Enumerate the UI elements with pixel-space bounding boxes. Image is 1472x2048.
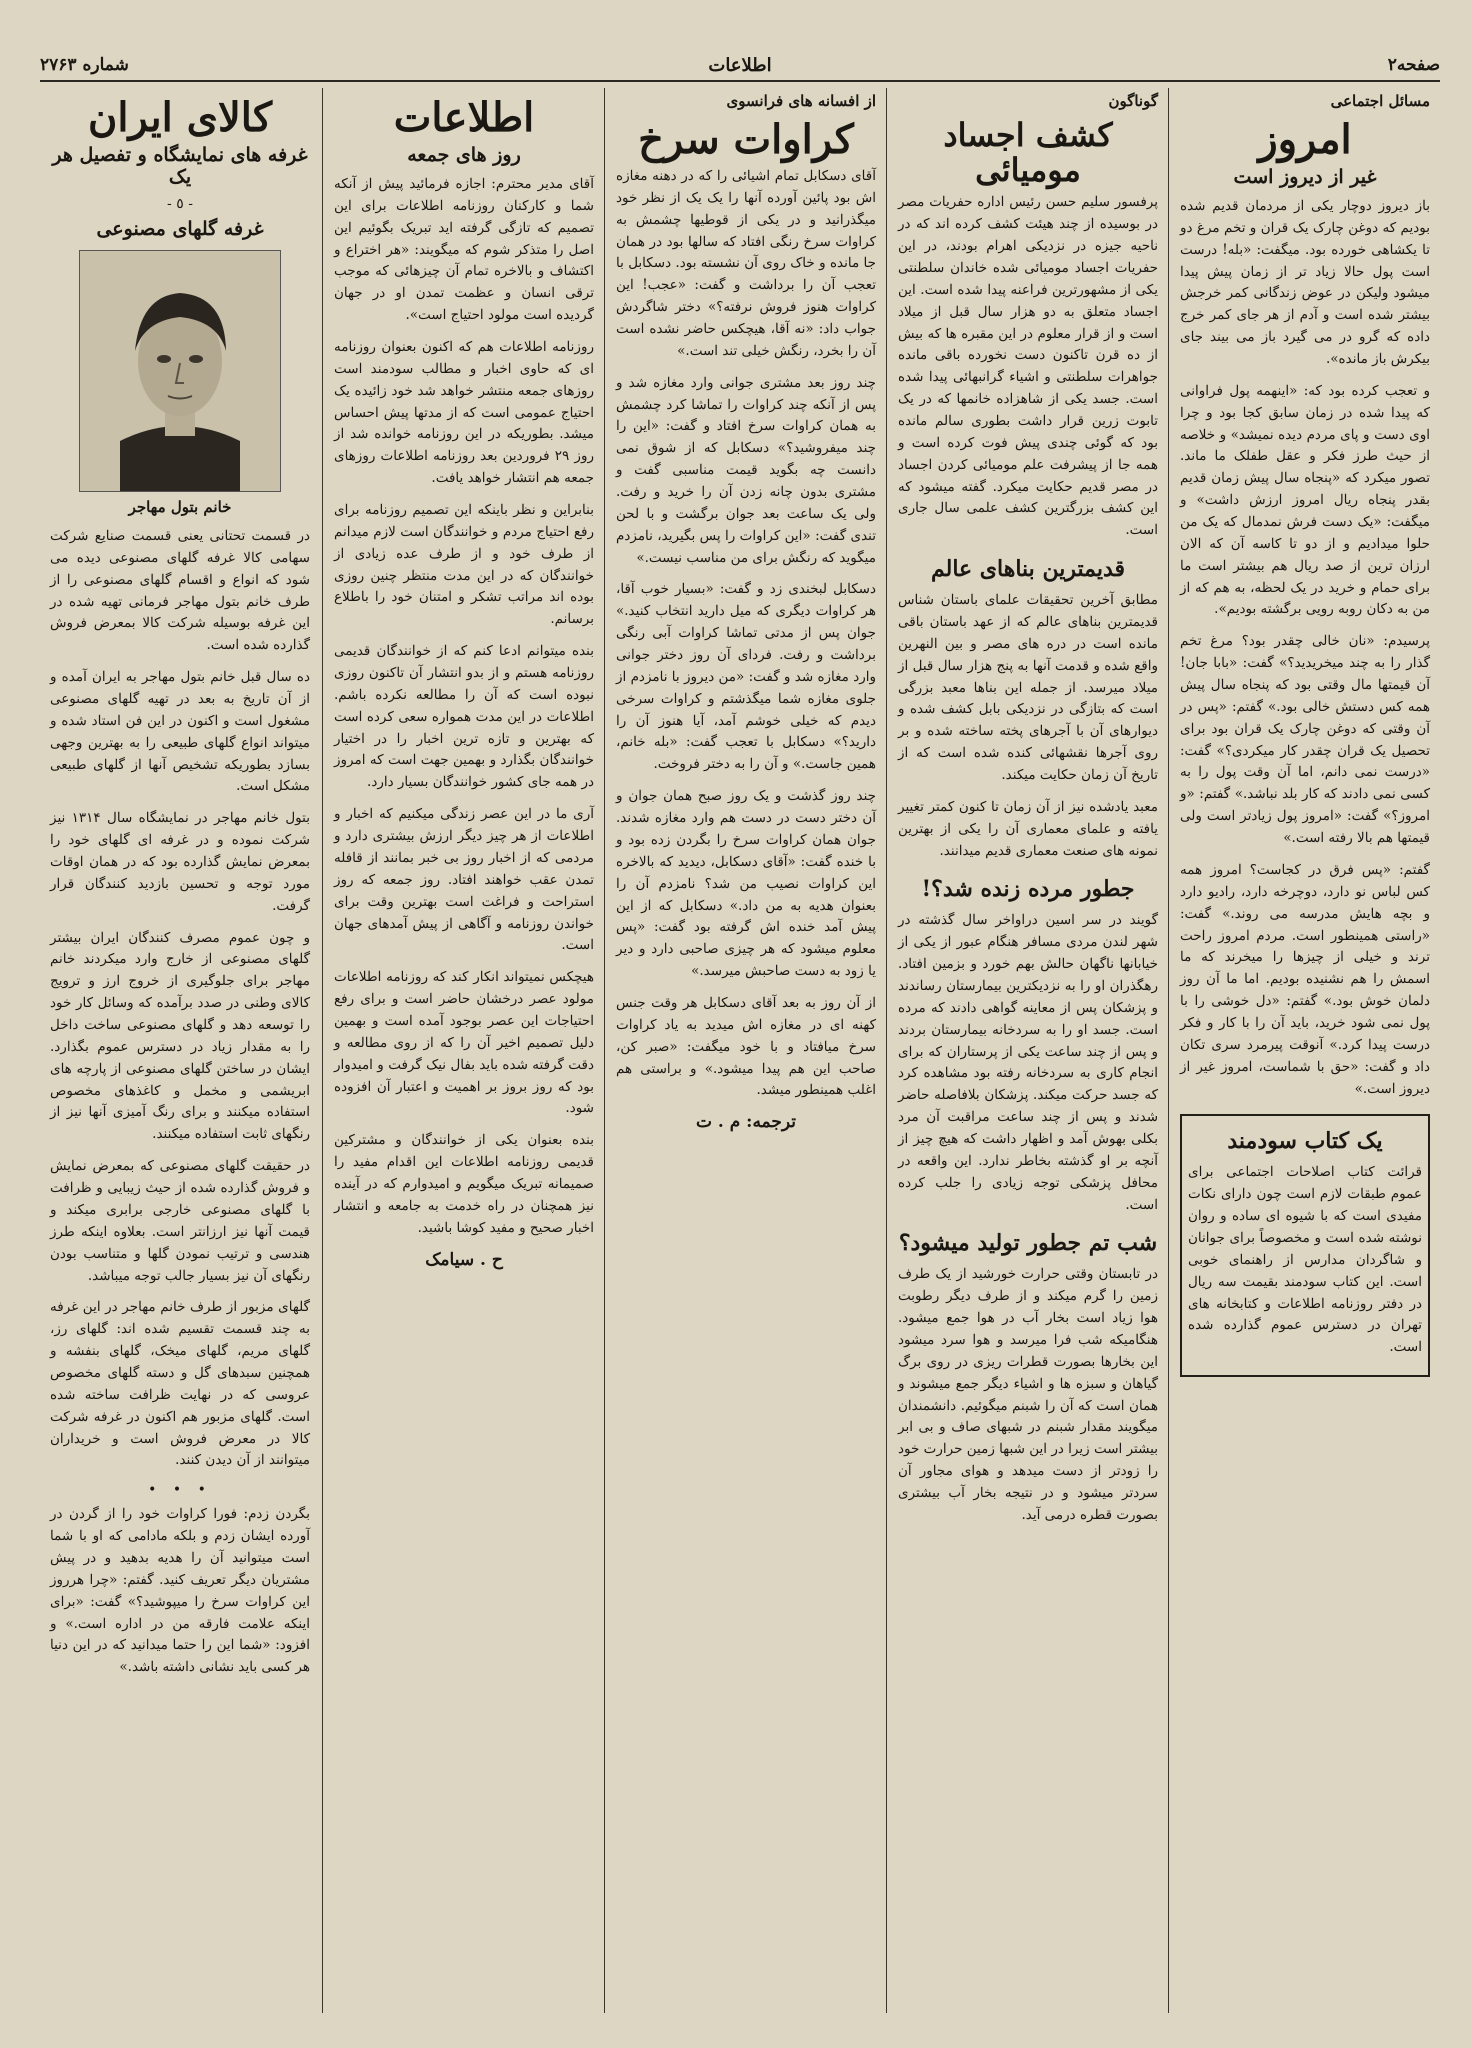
article-paragraph: گویند در سر اسین دراواخر سال گذشته در شهر لندن مردی مسافر هنگام عبور از یکی از خیابانها ناگهان حالش بهم خورد و بزمین افتاد. رهگذران او را به نزدیکترین بیمارستان رساندند و پزشکان پس از معاینه گواهی دادند که مرده است. جسد او را به سردخانه بیمارستان بردند و پس از چند ساعت یکی از پرستاران که برای انجام کاری به سردخانه رفته بود مشاهده کرد که جسد حرکت میکند. پزشکان بلافاصله حاضر شدند و پس از چند ساعت مراقبت آن مرد بکلی بهوش آمد و اظهار داشت که هیچ چیز از آنچه بر او گذشته بخاطر ندارد. این واقعه در محافل پزشکی توجه زیادی را جلب کرده است. bbox=[898, 912, 1158, 1213]
column-miscellany bbox=[888, 88, 1168, 2013]
column-short-story bbox=[606, 88, 886, 2013]
column-iranian-goods bbox=[40, 88, 320, 2013]
section-kicker: از افسانه های فرانسوی bbox=[726, 92, 876, 110]
article-paragraph: معبد یادشده نیز از آن زمان تا کنون کمتر تغییر یافته و علمای معماری آن را یکی از بهترین نمونه های صنعت معماری قدیم میدانند. bbox=[898, 798, 1158, 859]
paper-name: اطلاعات bbox=[708, 54, 772, 76]
article-title: اطلاعات bbox=[393, 94, 535, 141]
story-paragraph: چند روز گذشت و یک روز صبح همان جوان و آن دختر دست در دست هم وارد مغازه شدند. جوان همان کراوات سرخ را بگردن زده بود و با خنده گفت: «آقای دسکابل، دیدید که بالاخره این کراوات نصیب من شد؟ نامزدم آن را بعنوان هدیه به من داد.» دسکابل که از این پیش آمد خنده اش گرفته بود گفت: «پس معلوم میشود که هر چیزی صاحبی دارد و دیر یا زود به دست صاحبش میرسد.» bbox=[616, 788, 876, 980]
column-social-issues bbox=[1170, 88, 1440, 2013]
column-divider bbox=[886, 88, 887, 2013]
story-continuation: بگردن زدم: فورا کراوات خود را از گردن در آورده ایشان زدم و بلکه مادامی که او با شما است میتوانید آن را هدیه بدهید و در پیش مشتریان دیگر تعریف کنید. گفتم: «چرا هرروز این کراوات سرخ را میپوشید؟» گفت: «برای اینکه علامت فارقه من در اداره است.» و افزود: «شما این را حتما میدانید که در این دنیا هر کسی باید نشانی داشته باشد.» bbox=[50, 1506, 310, 1676]
article-paragraph: بنابراین و نظر باینکه این تصمیم روزنامه برای رفع احتیاج مردم و خوانندگان است لازم میدانم از طرف خود و از طرف عده زیادی از خوانندگان که در این مدت منتظر چنین روزی بوده اند مراتب تشکر و امتنان خود را باطلاع برسانم. bbox=[334, 502, 594, 628]
article-paragraph: ده سال قبل خانم بتول مهاجر به ایران آمده و از آن تاریخ به بعد در تهیه گلهای مصنوعی مشغول است و اکنون در این فن استاد شده و میتواند انواع گلهای طبیعی را به بهترین وجهی بسازد بطوریکه تشخیص آنها از گلهای طبیعی مشکل است. bbox=[50, 669, 310, 795]
article-paragraph: بتول خانم مهاجر در نمایشگاه سال ۱۳۱۴ نیز شرکت نموده و در غرفه ای گلهای خود را بمعرض نمایش گذارده بود که در همان اوقات مورد توجه و تحسین بازدید کنندگان قرار گرفت. bbox=[50, 810, 310, 914]
newspaper-page bbox=[40, 50, 1440, 2030]
article-paragraph: و چون عموم مصرف کنندگان ایران بیشتر گلهای مصنوعی از خارج وارد میکردند خانم مهاجر برای جلوگیری از خروج ارز و ترویج کالای وطنی در صدد برآمده که وسائل کار خود را توسعه دهد و گلهای مصنوعی ساخت داخل را به مقدار زیاد در دسترس عموم بگذارد. ایشان در ساختن گلهای مصنوعی از پارچه های ابریشمی و مخمل و کاغذهای مخصوص استفاده میکنند و برای رنگ آمیزی آنها نیز از رنگهای ثابت استفاده میکنند. bbox=[50, 929, 310, 1143]
article-subtitle: غرفه های نمایشگاه و تفصیل هر یک bbox=[52, 144, 308, 188]
book-notice-box bbox=[1180, 1114, 1430, 1377]
section-heading: غرفه گلهای مصنوعی bbox=[96, 218, 264, 240]
book-notice-title: یک کتاب سودمند bbox=[1227, 1128, 1383, 1155]
article-paragraph: روزنامه اطلاعات هم که اکنون بعنوان روزنامه ای که حاوی اخبار و مطالب سودمند است روزهای جمعه منتشر خواهد شد خود زائیده یک احتیاج عمومی است که از مدتها پیش احساس میشد. بطوریکه در این روزنامه خوانده شد از روز ۲۹ فروردین بعد روزنامه اطلاعات روزهای جمعه هم انتشار خواهد یافت. bbox=[334, 339, 594, 487]
masthead bbox=[40, 50, 1440, 82]
section-heading: شب تم جطور تولید میشود؟ bbox=[898, 1230, 1158, 1257]
article-paragraph: در حقیقت گلهای مصنوعی که بمعرض نمایش و فروش گذارده شده از حیث زیبایی و ظرافت با گلهای مصنوعی خارجی برابری میکند و قیمت آنها نیز ارزانتر است. بعلاوه اینکه طرز هندسی و ترتیب نمودن گلها و متناسب بودن رنگهای آن نیز بسیار جالب توجه میباشد. bbox=[50, 1158, 310, 1284]
story-paragraph: آقای دسکابل تمام اشیائی را که در دهنه مغازه اش بود پائین آورده آنها را یک یک از نظر خود میگذرانید و در یکی از قوطیها چشمش به کراوات سرخ رنگی افتاد که سالها بود در همان جا مانده و خاک روی آن نشسته بود. دسکابل با تعجب آن را برداشت و گفت: «عجب! این کراوات هنوز فروش نرفته؟» دختر شاگردش جواب داد: «نه آقا، هیچکس حاضر نشده است آن را بخرد، رنگش خیلی تند است.» bbox=[616, 168, 876, 359]
article-paragraph: باز دیروز دوچار یکی از مردمان قدیم شده بودیم که دوغن چارک یک قران و تخم مرغ دو تا یکشاهی خورده بود. میگفت: «بله! درست است پول حالا زیاد تر از زمان پیش پیدا میشود ولیکن در عوض زندگانی کمر خرجش بیشتر شده است و آدم از هر جای کمر خرج داده که گرو در می گیرد باز می بیند جای بیکرش باز مانده». bbox=[1180, 198, 1430, 368]
story-title: کراوات سرخ bbox=[638, 116, 854, 163]
section-kicker: گوناگون bbox=[1108, 92, 1158, 110]
page-label: صفحه۲ bbox=[1387, 55, 1440, 75]
article-subtitle: روز های جمعه bbox=[407, 144, 521, 166]
portrait-image bbox=[80, 251, 280, 491]
article-paragraph: بنده بعنوان یکی از خوانندگان و مشترکین قدیمی روزنامه اطلاعات این اقدام مفید را صمیمانه تبریک میگویم و امیدوارم که در آینده نیز همچنان در راه خدمت به جامعه و انتشار اخبار صحیح و مفید کوشا باشید. bbox=[334, 1132, 594, 1236]
section-heading: جطور مرده زنده شد؟! bbox=[921, 876, 1135, 903]
column-divider bbox=[604, 88, 605, 2013]
article-paragraph: بنده میتوانم ادعا کنم که از خوانندگان قدیمی روزنامه هستم و از بدو انتشار آن تاکنون روزی نبوده است که آن را مطالعه نکرده باشم. اطلاعات در این مدت همواره سعی کرده است که بهترین و تازه ترین اخبار را در اختیار خوانندگان بگذارد و بهمین جهت است که امروز در همه جای کشور خوانندگان بسیار دارد. bbox=[334, 643, 594, 791]
section-kicker: مسائل اجتماعی bbox=[1330, 92, 1430, 110]
article-paragraph: در قسمت تحتانی یعنی قسمت صنایع شرکت سهامی کالا غرفه گلهای مصنوعی دیده می شود که انواع و اقسام گلهای مصنوعی را از طرف خانم بتول مهاجر فرمانی تهیه شده در این غرفه بوسیله شرکت کالا بمعرض فروش گذارده شده است. bbox=[50, 528, 310, 654]
article-paragraph: گلهای مزبور از طرف خانم مهاجر در این غرفه به چند قسمت تقسیم شده اند: گلهای رز، گلهای مریم، گلهای میخک، گلهای بنفشه و همچنین سبدهای گل و دسته گلهای مخصوص عروسی که در نهایت ظرافت ساخته شده است. گلهای مزبور هم اکنون در غرفه شرکت کالا در معرض فروش است و خریداران میتوانند از آن دیدن کنند. bbox=[50, 1299, 310, 1469]
issue-number: شماره ۲۷۶۳ bbox=[40, 55, 129, 75]
article-title: کشف اجساد مومیائی bbox=[943, 116, 1113, 190]
column-friday-edition bbox=[324, 88, 604, 2013]
story-signature: ترجمه: م . ت bbox=[695, 1112, 797, 1133]
article-paragraph: در تابستان وقتی حرارت خورشید از یک طرف زمین را گرم میکند و از طرف دیگر رطوبت هوا زیاد است بخار آب در هوا جمع میشود. هنگامیکه شب فرا میرسد و هوا سرد میشود این بخارها بصورت قطرات ریزی در روی برگ گیاهان و سبزه ها و اشیاء دیگر جمع میشوند و همان است که آن را شبنم میگوئیم. دانشمندان میگویند مقدار شبنم در شبهای صاف و بی ابر بیشتر است زیرا در این شبها زمین حرارت خود را زودتر از دست میدهد و هوای مجاور آن سردتر میشود و در نتیجه بخار آب بیشتری بصورت قطره درمی آید. bbox=[898, 1266, 1158, 1523]
article-paragraph: پرسیدم: «نان خالی چقدر بود؟ مرغ تخم گذار را به چند میخریدید؟» گفت: «بابا جان! آن قیمتها مال وقتی بود که پنجاه سال پیش همه کس دستش خالی بود.» گفتم: «پس در آن وقتی که دوغن چارک یک قران بود برای تحصیل یک قران چقدر کار میکردی؟» گفت: «درست نمی دانم، اما آن وقت پول را به کسی نمی دادند که کار بلد نباشد.» گفتم: «و امروز؟» گفت: «امروز پول زیادتر است ولی قیمتها هم بالا رفته است.» bbox=[1180, 633, 1430, 847]
article-paragraph: و تعجب کرده بود که: «اینهمه پول فراوانی که پیدا شده در زمان سابق کجا بود و چرا اوی دست و پای مردم دیده نمیشد» و خلاصه از حیث طرز فکر و عقل طفلک ما ماند. تصور میکرد که «پنجاه سال پیش زمان قدیم بقدر پنجاه ریال امروز ارزش داشت» و میگفت: «یک دست فرش نمدمال که یک من حلوا میدادیم و از دو تا کاسه آن که الان ارزان ترین از صد ریال هم بیشتر است ما برای حمام و خرید در یک لحظه، به هم که از من به دکان روبه رویی برگشته بودیم». bbox=[1180, 382, 1430, 618]
portrait-photo bbox=[79, 250, 281, 492]
story-paragraph: چند روز بعد مشتری جوانی وارد مغازه شد و پس از آنکه چند کراوات را تماشا کرد چشمش به همان کراوات سرخ افتاد و گفت: «این را چند میفروشید؟» دسکابل که از شوق نمی دانست چه بگوید قیمت مناسبی گفت و مشتری بدون چانه زدن آن را خرید و رفت. ولی یک ساعت بعد جوان برگشت و با لحن تندی گفت: «این کراوات را پس بگیرید، نامزدم میگوید که رنگش برای من مناسب نیست.» bbox=[616, 374, 876, 566]
part-number: - ٥ - bbox=[167, 196, 193, 212]
article-title: امروز bbox=[1258, 116, 1352, 163]
article-paragraph: آقای مدیر محترم: اجازه فرمائید پیش از آنکه شما و کارکنان روزنامه اطلاعات برای این تصمیم که تازگی گرفته اید تبریک بگوئیم این اصل را متذکر شوم که میگویند: «هر اختراع و اکتشاف و بالاخره تمام آن چیزهائی که موجب ترقی انسان و عظمت تمدن او در جهان گردیده است مولود احتیاج است». bbox=[334, 176, 594, 324]
article-paragraph: گفتم: «پس فرق در کجاست؟ امروز همه کس لباس نو دارد، دوچرخه دارد، رادیو دارد و بچه هایش مدرسه می روند.» گفت: «راستی همینطور است. مردم امروز راحت ترند و خیلی از چیزها را میخرند که ما اسمش را هم نشنیده بودیم. اما ما آن روز دلمان خوش بود.» گفتم: «دل خوشی را با پول نمی شود خرید، باید آن را با کار و فکر درست پیدا کرد.» آنوقت پیرمرد سری تکان داد و گفت: «حق با شماست، امروز غیر از دیروز است.» bbox=[1180, 861, 1430, 1097]
book-notice-text: قرائت کتاب اصلاحات اجتماعی برای عموم طبقات لازم است چون دارای نکات مفیدی است که با شیوه ای ساده و روان نوشته شده است و مخصوصاً برای جوانان و شاگردان مدارس از راهنمای خوبی است. این کتاب سودمند بقیمت سه ریال در دفتر روزنامه اطلاعات و کتابخانه های تهران در دسترس عموم گذارده شده است. bbox=[1188, 1164, 1422, 1356]
article-signature: ح . سیامک bbox=[425, 1249, 503, 1270]
article-paragraph: هیچکس نمیتواند انکار کند که روزنامه اطلاعات مولود عصر درخشان حاضر است و برای رفع احتیاجات این عصر بوجود آمده است و بهمین دلیل تصمیم اخیر آن را که از روی مطالعه و دقت گرفته شده باید بفال نیک گرفت و امیدوار بود که روز بروز بر اهمیت و اعتبار آن افزوده شود. bbox=[334, 969, 594, 1117]
article-title: کالای ایران bbox=[87, 94, 273, 141]
story-paragraph: از آن روز به بعد آقای دسکابل هر وقت جنس کهنه ای در مغازه اش میدید به یاد کراوات سرخ میافتاد و با خود میگفت: «صبر کن، صاحب این هم پیدا میشود.» و براستی هم اغلب همینطور میشد. bbox=[616, 994, 876, 1099]
article-paragraph: آری ما در این عصر زندگی میکنیم که اخبار و اطلاعات از هر چیز دیگر ارزش بیشتری دارد و مردمی که از اخبار روز بی خبر بمانند از قافله تمدن عقب خواهند افتاد. روز جمعه که روز استراحت و فراغت است بهترین وقت برای خواندن روزنامه و آگاهی از پیش آمدهای جهان است. bbox=[334, 806, 594, 954]
section-separator: • • • bbox=[148, 1482, 212, 1499]
column-divider bbox=[322, 88, 323, 2013]
column-divider bbox=[1168, 88, 1169, 2013]
article-paragraph: مطابق آخرین تحقیقات علمای باستان شناس قدیمترین بناهای عالم که از عهد باستان باقی مانده است در دره های مصر و بین النهرین واقع شده و قدمت آنها به پنج هزار سال قبل از میلاد میرسد. از جمله این بناها معبد بزرگی است که بتازگی در نزدیکی بابل کشف شده و دیوارهای آن با آجرهای پخته ساخته شده و بر روی آجرها نقشهائی کنده شده است که از تاریخ آن زمان حکایت میکند. bbox=[898, 592, 1158, 783]
article-paragraph: پرفسور سلیم حسن رئیس اداره حفریات مصر در بوسیده از چند هیئت کشف کرده اند که در ناحیه جیزه در نزدیکی اهرام بودند، در این حفریات اجساد مومیائی شده خاندان سلطنتی یکی از مشهورترین فراعنه پیدا شده است. این اجساد متعلق به دو هزار سال قبل از میلاد است و از قرار معلوم در این مقبره ها که بیش از ده قرن تاکنون دست نخورده باقی مانده جواهرات سلطنتی و اشیاء گرانبهائی پیدا شده است. جسد یکی از شاهزاده خانمها که در یک تابوت زرین قرار داشت بطوری سالم مانده بود که گوئی چندی پیش فوت کرده است و همه جا از پیشرفت علم مومیائی کردن اجساد در مصر قدیم حکایت میکرد. گفته میشود که این کشف بزرگترین کشف علمی سال جاری است. bbox=[898, 194, 1158, 539]
section-heading: قدیمترین بناهای عالم bbox=[930, 556, 1126, 583]
story-paragraph: دسکابل لبخندی زد و گفت: «بسیار خوب آقا، هر کراوات دیگری که میل دارید انتخاب کنید.» جوان پس از مدتی تماشا کراوات آبی رنگی برداشت و رفت. فردای آن روز دختر جوانی وارد مغازه شد و گفت: «من دیروز با نامزدم از جلوی مغازه شما میگذشتم و کراوات سرخی دیدم که خیلی خوشم آمد، آیا هنوز آن را دارید؟» دسکابل با تعجب گفت: «بله خانم، همین جاست.» و آن را به دختر فروخت. bbox=[616, 581, 876, 773]
photo-caption: خانم بتول مهاجر bbox=[128, 498, 232, 516]
article-subtitle: غیر از دیروز است bbox=[1233, 166, 1377, 188]
